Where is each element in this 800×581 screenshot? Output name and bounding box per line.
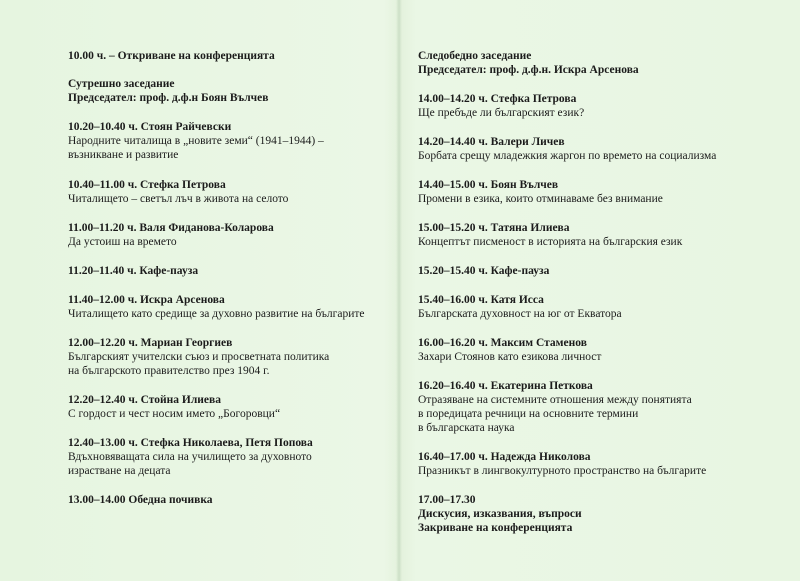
program-line: Да устоиш на времето: [68, 236, 177, 248]
program-line: Дискусия, изказвания, въпроси: [418, 508, 582, 520]
program-line: 12.40–13.00 ч. Стефка Николаева, Петя Попова: [68, 437, 313, 449]
program-line: в българската наука: [418, 422, 515, 434]
program-line: Концептът писменост в историята на българския език: [418, 236, 683, 248]
program-line: 12.20–12.40 ч. Стойна Илиева: [68, 394, 221, 406]
program-line: Празникът в лингвокултурното пространство на българите: [418, 465, 707, 477]
program-line: Председател: проф. д.ф.н. Искра Арсенова: [418, 64, 639, 76]
program-line: Борбата срещу младежкия жаргон по времето на социализма: [418, 150, 717, 162]
program-line: Българският учителски съюз и просветната политика: [68, 351, 330, 363]
program-line: 16.00–16.20 ч. Максим Стаменов: [418, 337, 587, 349]
program-line: 12.00–12.20 ч. Мариан Георгиев: [68, 337, 233, 349]
program-line: на българското правителство през 1904 г.: [68, 365, 270, 377]
program-line: Вдъхновяващата сила на училището за духовното: [68, 451, 312, 463]
program-line: Ще пребъде ли българският език?: [418, 107, 585, 119]
program-line: 16.40–17.00 ч. Надежда Николова: [418, 451, 591, 463]
program-line: възникване и развитие: [68, 149, 179, 161]
program-line: Българската духовност на юг от Екватора: [418, 308, 622, 320]
program-line: Отразяване на системните отношения между понятията: [418, 394, 692, 406]
program-line: 15.00–15.20 ч. Татяна Илиева: [418, 222, 570, 234]
program-line: Народните читалища в „новите земи“ (1941–1944) –: [68, 135, 324, 147]
program-line: Читалището като средище за духовно развитие на българите: [68, 308, 365, 320]
page-fold: [396, 0, 402, 581]
program-line: Промени в езика, които отминаваме без внимание: [418, 193, 663, 205]
program-line: 15.20–15.40 ч. Кафе-пауза: [418, 265, 550, 277]
program-line: Закриване на конференцията: [418, 522, 573, 534]
program-line: Следобедно заседание: [418, 50, 532, 62]
program-line: 14.00–14.20 ч. Стефка Петрова: [418, 93, 577, 105]
program-line: 10.00 ч. – Откриване на конференцията: [68, 50, 275, 62]
program-line: Сутрешно заседание: [68, 78, 175, 90]
program-line: 14.20–14.40 ч. Валери Личев: [418, 136, 565, 148]
program-line: Захари Стоянов като езикова личност: [418, 351, 602, 363]
program-line: 13.00–14.00 Обедна почивка: [68, 494, 213, 506]
program-line: 11.00–11.20 ч. Валя Фиданова-Коларова: [68, 222, 274, 234]
program-line: Читалището – светъл лъч в живота на селото: [68, 193, 289, 205]
program-line: 16.20–16.40 ч. Екатерина Петкова: [418, 380, 593, 392]
program-line: 11.20–11.40 ч. Кафе-пауза: [68, 265, 199, 277]
program-line: 11.40–12.00 ч. Искра Арсенова: [68, 294, 225, 306]
program-line: 15.40–16.00 ч. Катя Исса: [418, 294, 544, 306]
program-line: С гордост и чест носим името „Богоровци“: [68, 408, 281, 420]
program-line: 10.20–10.40 ч. Стоян Райчевски: [68, 121, 232, 133]
program-line: 17.00–17.30: [418, 494, 476, 506]
program-line: 10.40–11.00 ч. Стефка Петрова: [68, 179, 226, 191]
program-line: Председател: проф. д.ф.н Боян Вълчев: [68, 92, 269, 104]
program-line: в поредицата речници на основните термини: [418, 408, 639, 420]
program-line: израстване на децата: [68, 465, 171, 477]
program-line: 14.40–15.00 ч. Боян Вълчев: [418, 179, 559, 191]
